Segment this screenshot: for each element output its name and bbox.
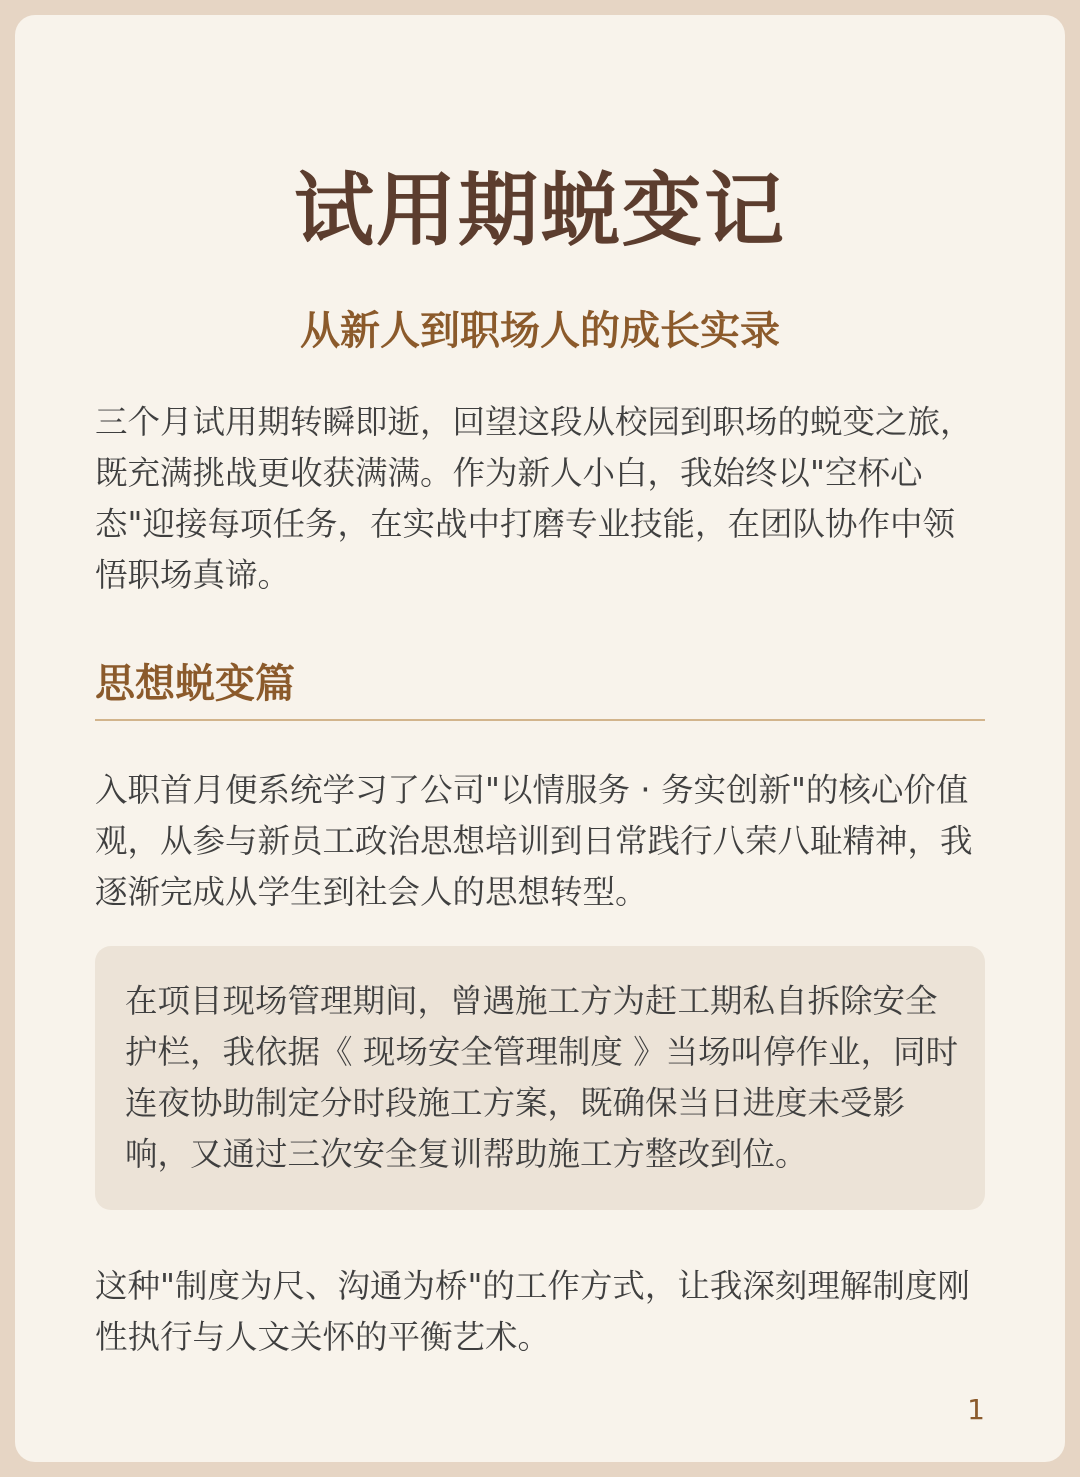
intro-paragraph: 三个月试用期转瞬即逝，回望这段从校园到职场的蜕变之旅，既充满挑战更收获满满。作为新人小白，我始终以"空杯心态"迎接每项任务，在实战中打磨专业技能，在团队协作中领悟职场真谛。	[95, 403, 973, 594]
page-number: 1	[967, 1393, 985, 1426]
quote-box	[95, 946, 985, 1210]
page-title: 试用期蜕变记	[294, 163, 786, 257]
section-divider	[95, 719, 985, 721]
quote-text: 在项目现场管理期间，曾遇施工方为赶工期私自拆除安全护栏，我依据《 现场安全管理制度 》当场叫停作业，同时连夜协助制定分时段施工方案，既确保当日进度未受影响，又通过三次安全复训帮助施工方整改到位。	[125, 982, 959, 1173]
section-paragraph-2: 这种"制度为尺、沟通为桥"的工作方式，让我深刻理解制度刚性执行与人文关怀的平衡艺术。	[95, 1267, 970, 1356]
section-paragraph-1: 入职首月便系统学习了公司"以情服务 · 务实创新"的核心价值观，从参与新员工政治思想培训到日常践行八荣八耻精神，我逐渐完成从学生到社会人的思想转型。	[95, 771, 973, 911]
page-subtitle: 从新人到职场人的成长实录	[300, 308, 780, 355]
section-title: 思想蜕变篇	[95, 661, 295, 707]
page-card	[15, 15, 1065, 1462]
